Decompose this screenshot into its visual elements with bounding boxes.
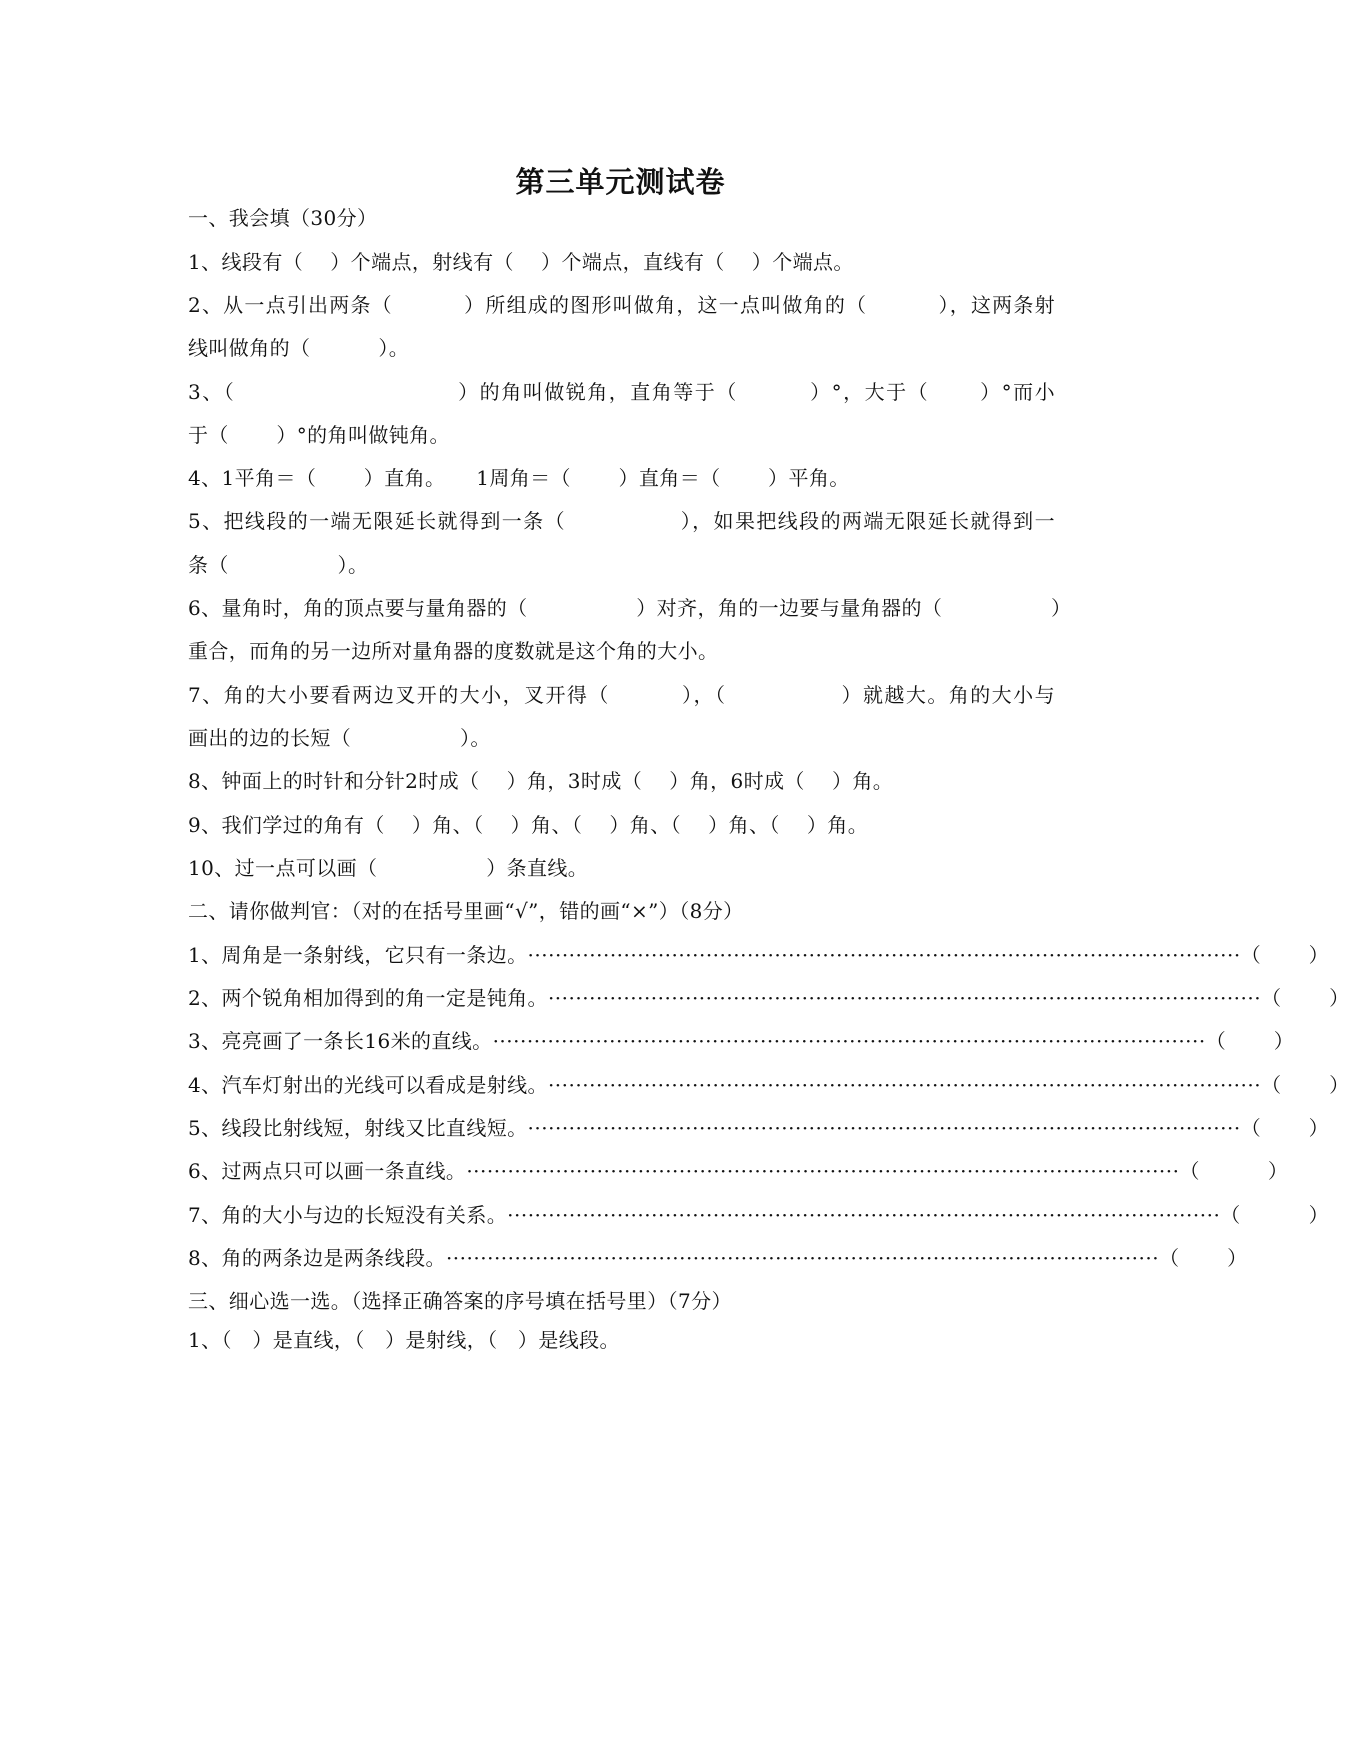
- judge-question: 3、亮亮画了一条长16米的直线。: [188, 1029, 493, 1053]
- leader-dots: ········································································································: [492, 1029, 1206, 1053]
- fill-question-5-cont: 条（ ）。: [188, 553, 369, 577]
- judge-item-2: [188, 983, 1349, 1013]
- judge-item-6: [188, 1156, 1289, 1186]
- judge-question: 8、角的两条边是两条线段。: [188, 1246, 446, 1270]
- fill-question-8: 8、钟面上的时针和分针2时成（ ）角，3时成（ ）角，6时成（ ）角。: [188, 769, 894, 793]
- leader-dots: ········································································································: [445, 1246, 1160, 1270]
- answer-parentheses: （ ）: [1159, 1246, 1248, 1270]
- judge-item-8: [188, 1243, 1248, 1273]
- answer-parentheses: （ ）: [1220, 1203, 1330, 1227]
- answer-parentheses: （ ）: [1261, 1073, 1349, 1097]
- judge-question: 5、线段比射线短，射线又比直线短。: [188, 1116, 528, 1140]
- fill-question-6-cont: 重合，而角的另一边所对量角器的度数就是这个角的大小。: [188, 639, 719, 663]
- judge-item-7: [188, 1200, 1330, 1230]
- fill-question-3-cont: 于（ ）°的角叫做钝角。: [188, 423, 450, 447]
- judge-item-3: [188, 1026, 1295, 1056]
- fill-question-4: 4、1平角＝（ ）直角。 1周角＝（ ）直角＝（ ）平角。: [188, 466, 850, 490]
- fill-question-1: 1、线段有（ ）个端点，射线有（ ）个端点，直线有（ ）个端点。: [188, 250, 854, 274]
- leader-dots: ········································································································: [527, 1116, 1241, 1140]
- leader-dots: ········································································································: [547, 986, 1262, 1010]
- fill-question-3: 3、（ ）的角叫做锐角，直角等于（ ）°，大于（ ）°而小: [188, 380, 1055, 404]
- fill-question-2-cont: 线叫做角的（ ）。: [188, 336, 410, 360]
- choice-question-1: 1、（ ）是直线，（ ）是射线，（ ）是线段。: [188, 1328, 620, 1352]
- judge-item-5: [188, 1113, 1330, 1143]
- leader-dots: ········································································································: [466, 1159, 1180, 1183]
- judge-question: 2、两个锐角相加得到的角一定是钝角。: [188, 986, 548, 1010]
- fill-question-10: 10、过一点可以画（ ）条直线。: [188, 856, 589, 880]
- judge-question: 1、周角是一条射线，它只有一条边。: [188, 943, 528, 967]
- answer-parentheses: （ ）: [1240, 943, 1330, 967]
- fill-question-2: 2、从一点引出两条（ ）所组成的图形叫做角，这一点叫做角的（ ），这两条射: [188, 293, 1055, 317]
- judge-item-4: [188, 1070, 1349, 1100]
- exam-title: 第三单元测试卷: [515, 165, 726, 199]
- judge-question: 7、角的大小与边的长短没有关系。: [188, 1203, 508, 1227]
- answer-parentheses: （ ）: [1179, 1159, 1289, 1183]
- leader-dots: ········································································································: [507, 1203, 1221, 1227]
- fill-question-7-cont: 画出的边的长短（ ）。: [188, 726, 491, 750]
- fill-question-5: 5、把线段的一端无限延长就得到一条（ ），如果把线段的两端无限延长就得到一: [188, 509, 1055, 533]
- fill-question-6: 6、量角时，角的顶点要与量角器的（ ）对齐，角的一边要与量角器的（ ）: [188, 596, 1072, 620]
- section3-heading: 三、细心选一选。（选择正确答案的序号填在括号里）（7分）: [188, 1289, 732, 1313]
- section1-heading: 一、我会填（30分）: [188, 206, 378, 230]
- judge-item-1: [188, 940, 1330, 970]
- judge-question: 6、过两点只可以画一条直线。: [188, 1159, 467, 1183]
- fill-question-7: 7、角的大小要看两边叉开的大小，叉开得（ ），（ ）就越大。角的大小与: [188, 683, 1055, 707]
- leader-dots: ········································································································: [547, 1073, 1262, 1097]
- judge-question: 4、汽车灯射出的光线可以看成是射线。: [188, 1073, 548, 1097]
- fill-question-9: 9、我们学过的角有（ ）角、（ ）角、（ ）角、（ ）角、（ ）角。: [188, 813, 869, 837]
- leader-dots: ········································································································: [527, 943, 1241, 967]
- answer-parentheses: （ ）: [1240, 1116, 1330, 1140]
- section2-heading: 二、请你做判官：（对的在括号里画“√”，错的画“×”）（8分）: [188, 899, 744, 923]
- answer-parentheses: （ ）: [1205, 1029, 1295, 1053]
- answer-parentheses: （ ）: [1261, 986, 1349, 1010]
